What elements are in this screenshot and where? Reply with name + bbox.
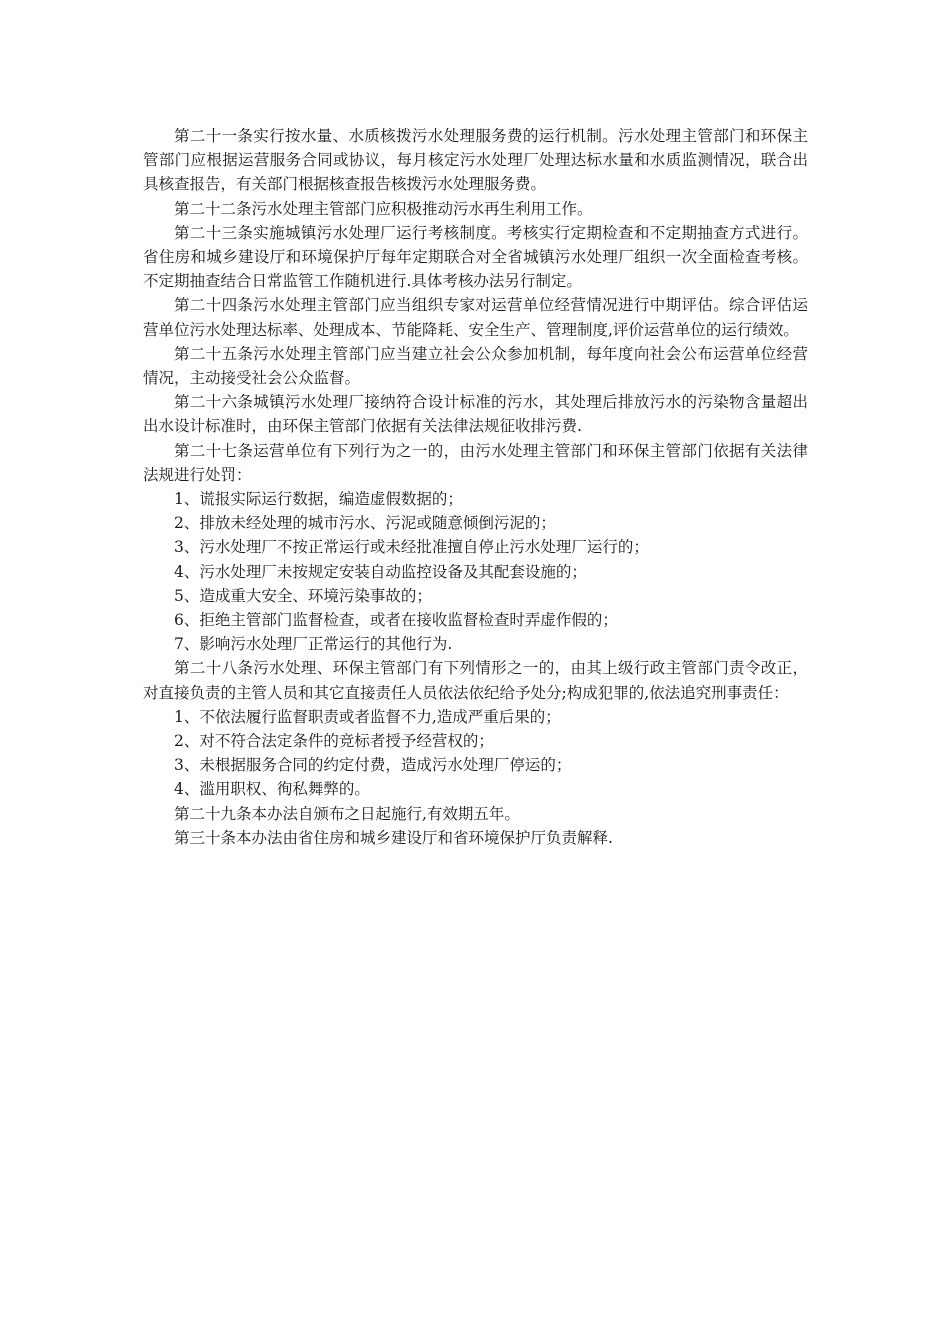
paragraph-article-30: 第三十条本办法由省住房和城乡建设厅和省环境保护厅负责解释. xyxy=(174,828,613,847)
paragraph-article-24: 第二十四条污水处理主管部门应当组织专家对运营单位经营情况进行中期评估。综合评估运营单位污水处理达标率、处理成本、节能降耗、安全生产、管理制度,评价运营单位的运行绩效。 xyxy=(143,296,808,339)
list-item: 4、污水处理厂未按规定安装自动监控设备及其配套设施的； xyxy=(174,562,587,581)
paragraph-article-26: 第二十六条城镇污水处理厂接纳符合设计标准的污水，其处理后排放污水的污染物含量超出出水设计标准时，由环保主管部门依据有关法律法规征收排污费. xyxy=(143,393,808,436)
document-body xyxy=(143,124,808,850)
paragraph-article-25: 第二十五条污水处理主管部门应当建立社会公众参加机制，每年度向社会公布运营单位经营情况，主动接受社会公众监督。 xyxy=(143,344,808,388)
list-item: 3、污水处理厂不按正常运行或未经批准擅自停止污水处理厂运行的； xyxy=(174,538,649,557)
list-item: 4、滥用职权、徇私舞弊的。 xyxy=(174,780,370,799)
list-item: 1、谎报实际运行数据，编造虚假数据的； xyxy=(174,490,463,509)
paragraph-article-22: 第二十二条污水处理主管部门应积极推动污水再生利用工作。 xyxy=(174,199,593,218)
list-item: 7、影响污水处理厂正常运行的其他行为. xyxy=(174,635,453,654)
list-item: 5、造成重大安全、环境污染事故的； xyxy=(174,586,432,605)
paragraph-article-29: 第二十九条本办法自颁布之日起施行,有效期五年。 xyxy=(174,804,520,823)
list-item: 1、不依法履行监督职责或者监督不力,造成严重后果的； xyxy=(174,707,561,726)
paragraph-article-23: 第二十三条实施城镇污水处理厂运行考核制度。考核实行定期检查和不定期抽查方式进行。省住房和城乡建设厅和环境保护厅每年定期联合对全省城镇污水处理厂组织一次全面检查考核。不定期抽查结合日常监管工作随机进行.具体考核办法另行制定。 xyxy=(143,223,808,291)
list-item: 2、对不符合法定条件的竞标者授予经营权的； xyxy=(174,732,494,751)
list-item: 3、未根据服务合同的约定付费，造成污水处理厂停运的； xyxy=(174,756,572,775)
list-item: 2、排放未经处理的城市污水、污泥或随意倾倒污泥的； xyxy=(174,514,556,533)
paragraph-article-28: 第二十八条污水处理、环保主管部门有下列情形之一的，由其上级行政主管部门责令改正，对直接负责的主管人员和其它直接责任人员依法依纪给予处分;构成犯罪的,依法追究刑事责任： xyxy=(143,659,808,702)
paragraph-article-27: 第二十七条运营单位有下列行为之一的，由污水处理主管部门和环保主管部门依据有关法律法规进行处罚： xyxy=(143,441,808,484)
paragraph-article-21: 第二十一条实行按水量、水质核拨污水处理服务费的运行机制。污水处理主管部门和环保主管部门应根据运营服务合同或协议，每月核定污水处理厂处理达标水量和水质监测情况，联合出具核查报告，有关部门根据核查报告核拨污水处理服务费。 xyxy=(143,127,808,194)
list-item: 6、拒绝主管部门监督检查，或者在接收监督检查时弄虚作假的； xyxy=(174,611,618,630)
